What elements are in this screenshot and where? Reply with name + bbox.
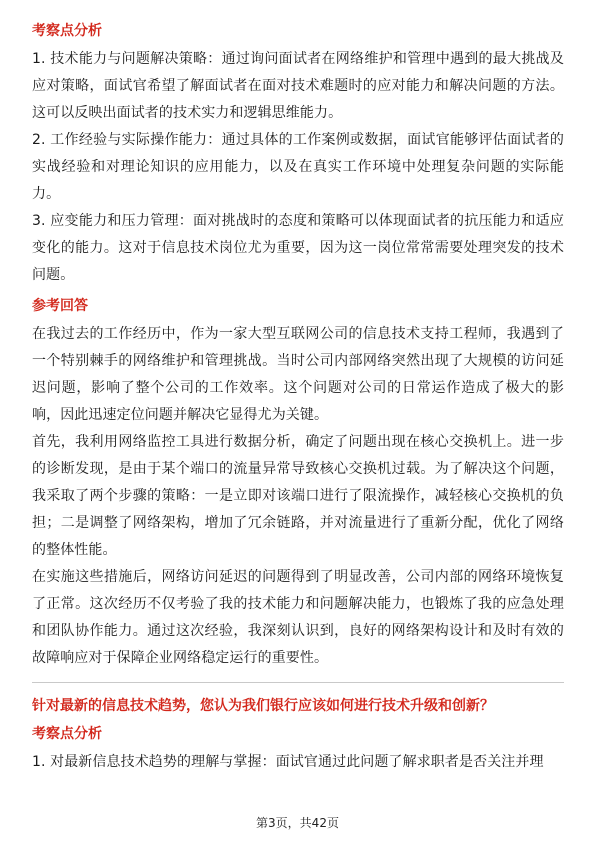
analysis-point-3: 3. 应变能力和压力管理：面对挑战时的态度和策略可以体现面试者的抗压能力和适应变化的能力。这对于信息技术岗位尤为重要，因为这一岗位常常需要处理突发的技术问题。	[32, 213, 564, 283]
question2-analysis-point-1: 1. 对最新信息技术趋势的理解与掌握：面试官通过此问题了解求职者是否关注并理	[32, 754, 544, 770]
answer-paragraph-2: 首先，我利用网络监控工具进行数据分析，确定了问题出现在核心交换机上。进一步的诊断发现，是由于某个端口的流量异常导致核心交换机过载。为了解决这个问题，我采取了两个步骤的策略：一是立即对该端口进行了限流操作，减轻核心交换机的负担；二是调整了网络架构，增加了冗余链路，并对流量进行了重新分配，优化了网络的整体性能。	[32, 434, 564, 558]
answer-paragraph-1: 在我过去的工作经历中，作为一家大型互联网公司的信息技术支持工程师，我遇到了一个特别棘手的网络维护和管理挑战。当时公司内部网络突然出现了大规模的访问延迟问题，影响了整个公司的工作效率。这个问题对公司的日常运作造成了极大的影响，因此迅速定位问题并解决它显得尤为关键。	[32, 326, 564, 423]
document-page	[32, 20, 564, 776]
analysis-heading: 考察点分析	[32, 23, 102, 39]
answer-paragraph-3: 在实施这些措施后，网络访问延迟的问题得到了明显改善，公司内部的网络环境恢复了正常。这次经历不仅考验了我的技术能力和问题解决能力，也锻炼了我的应急处理和团队协作能力。通过这次经验，我深刻认识到，良好的网络架构设计和及时有效的故障响应对于保障企业网络稳定运行的重要性。	[32, 569, 564, 666]
section-divider	[32, 682, 564, 683]
analysis-point-1: 1. 技术能力与问题解决策略：通过询问面试者在网络维护和管理中遇到的最大挑战及应对策略，面试官希望了解面试者在面对技术难题时的应对能力和解决问题的方法。这可以反映出面试者的技术实力和逻辑思维能力。	[32, 51, 564, 121]
analysis-point-2: 2. 工作经验与实际操作能力：通过具体的工作案例或数据，面试官能够评估面试者的实战经验和对理论知识的应用能力，以及在真实工作环境中处理复杂问题的实际能力。	[32, 132, 564, 202]
reference-answer-heading: 参考回答	[32, 298, 88, 314]
question-title: 针对最新的信息技术趋势，您认为我们银行应该如何进行技术升级和创新？	[32, 698, 494, 714]
page-footer: 第3页，共42页	[256, 816, 339, 830]
question2-analysis-heading: 考察点分析	[32, 726, 102, 742]
